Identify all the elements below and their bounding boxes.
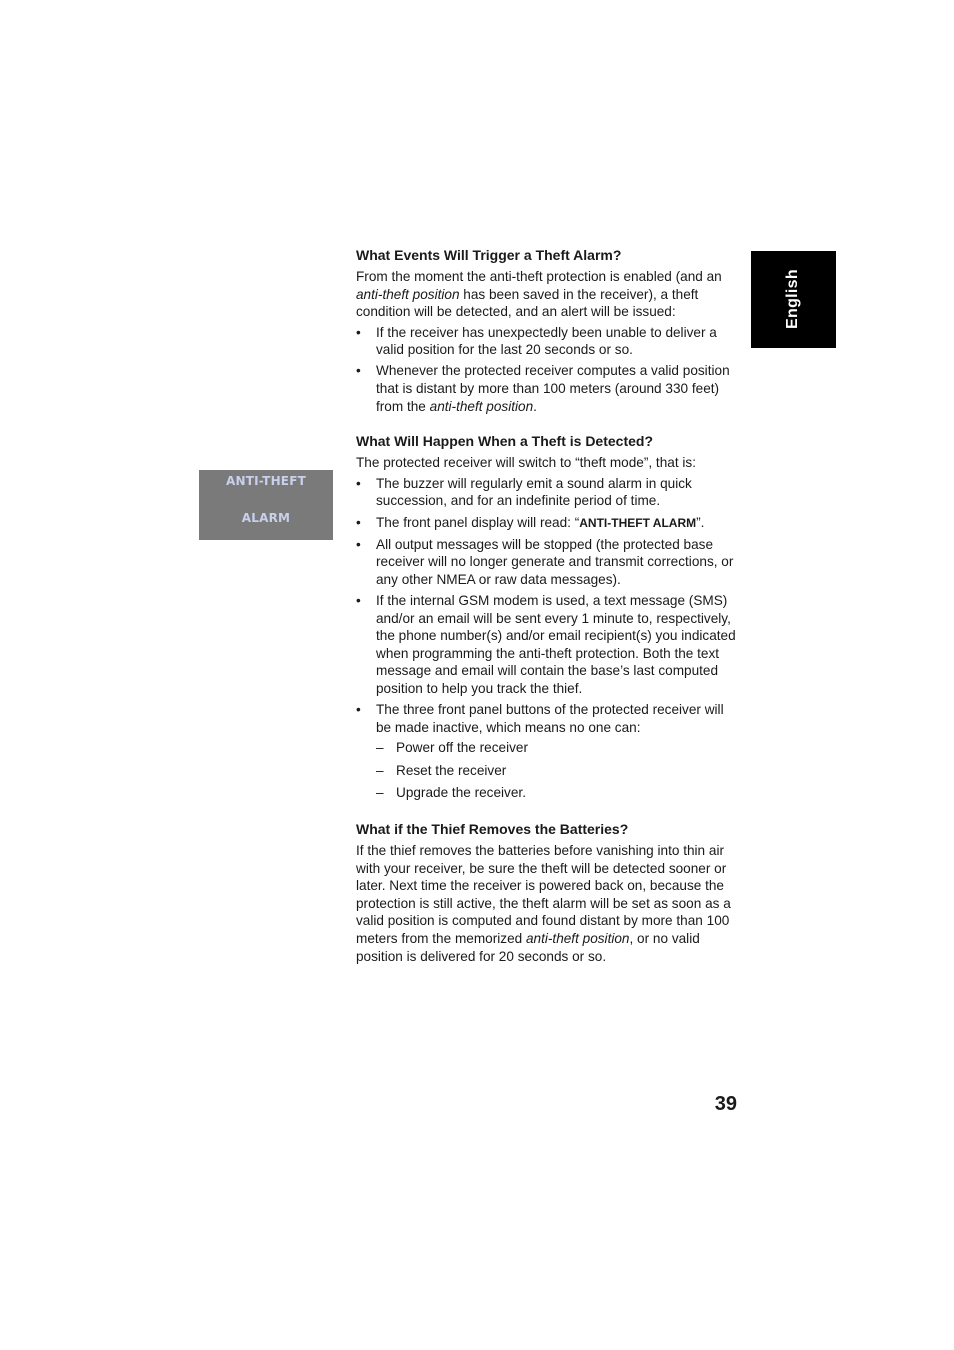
section-batteries-removed [356, 820, 738, 965]
section-body: If the thief removes the batteries before vanishing into thin air with your receiver, be sure the theft will be detected sooner or later. Next time the receiver is powered back on, because the protection is still active, the theft alarm will be set as soon as a valid position is computed and found distant by more than 100 meters from the memorized anti-theft position, or no valid position is delivered for 20 seconds or so. [356, 842, 731, 964]
bullet-list [356, 324, 738, 415]
term-anti-theft-position: anti-theft position [356, 286, 460, 302]
display-line-1: ANTI-THEFT [225, 474, 306, 488]
language-tab-label: English [784, 269, 801, 329]
display-line-2: ALARM [241, 511, 291, 525]
list-item: • The buzzer will regularly emit a sound alarm in quick succession, and for an indefinite period of time. [356, 475, 738, 510]
section-heading: What Events Will Trigger a Theft Alarm? [356, 247, 622, 263]
section-intro: The protected receiver will switch to “theft mode”, that is: [356, 455, 696, 471]
term-anti-theft-position: anti-theft position [429, 398, 534, 414]
bullet-list [356, 475, 738, 802]
list-item: • All output messages will be stopped (the protected base receiver will no longer generate and transmit corrections, or any other NMEA or raw data messages). [356, 536, 738, 589]
list-item: • The three front panel buttons of the protected receiver will be made inactive, which means no one can: – Power off the receiver – Reset the receiver – Upgrade the receiver. [356, 701, 738, 802]
section-theft-detected [356, 432, 738, 802]
term-anti-theft-position: anti-theft position [525, 930, 630, 946]
page-number: 39 [714, 1093, 737, 1115]
display-message-tag: ANTI-THEFT ALARM [579, 515, 697, 530]
language-tab [751, 251, 836, 348]
dash-item: – Reset the receiver [376, 762, 738, 780]
dash-item: – Power off the receiver [376, 739, 738, 757]
section-theft-triggers [356, 246, 738, 415]
main-text-column [356, 246, 738, 965]
list-item: • If the receiver has unexpectedly been unable to deliver a valid position for the last 20 seconds or so. [356, 324, 738, 359]
section-heading: What Will Happen When a Theft is Detected? [356, 433, 654, 450]
list-item: • Whenever the protected receiver computes a valid position that is distant by more than 100 meters (around 330 feet) from the anti-theft position. [356, 362, 738, 415]
dash-list [376, 739, 738, 802]
dash-item: – Upgrade the receiver. [376, 784, 738, 802]
list-item: • If the internal GSM modem is used, a text message (SMS) and/or an email will be sent every 1 minute to, respectively, the phone number(s) and/or email recipient(s) you indicated when programming the anti-theft protection. Both the text message and email will contain the base’s last computed position to help you track the thief. [356, 592, 738, 698]
front-panel-display-illustration [199, 470, 333, 540]
list-item: • The front panel display will read: “ANTI-THEFT ALARM”. [356, 514, 738, 533]
section-heading: What if the Thief Removes the Batteries? [356, 820, 629, 837]
section-intro: From the moment the anti-theft protection is enabled (and an anti-theft position has been saved in the receiver), a theft condition will be detected, and an alert will be issued: [356, 269, 722, 320]
